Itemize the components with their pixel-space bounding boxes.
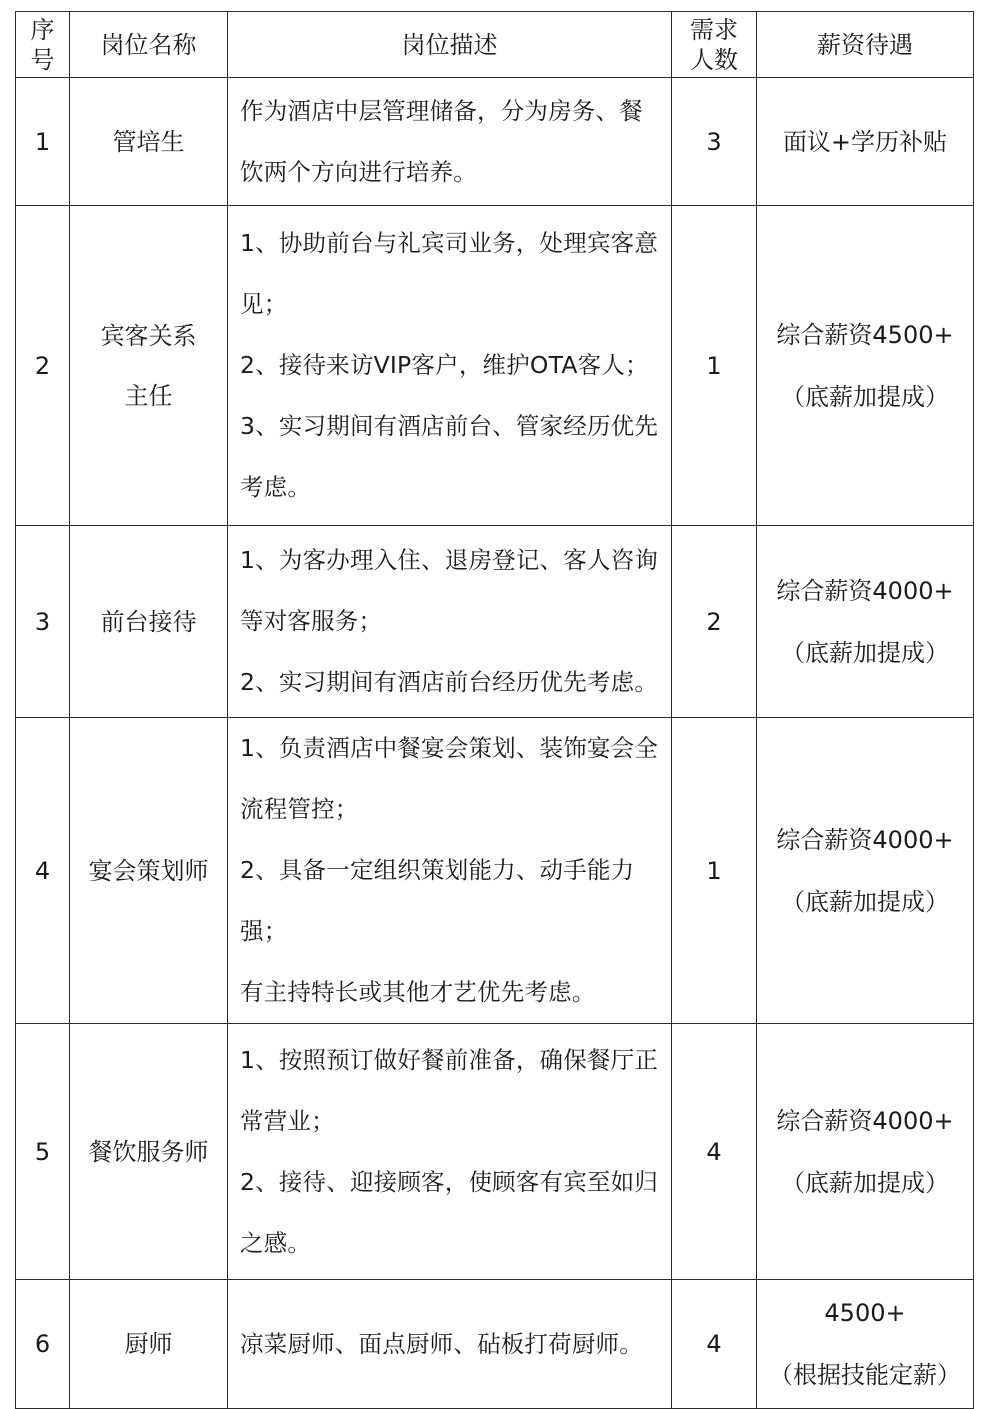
header-index: [16, 12, 70, 78]
table-row: [16, 206, 974, 526]
header-description: 岗位描述: [228, 12, 672, 78]
salary-line: 综合薪资4000+: [776, 1106, 954, 1135]
table-row: [16, 526, 974, 718]
cell-headcount: 2: [672, 526, 757, 718]
cell-position-name: [70, 718, 228, 1024]
description-line: 1、为客办理入住、退房登记、客人咨询: [240, 546, 659, 574]
header-count: [672, 12, 757, 78]
cell-headcount: 3: [672, 78, 757, 206]
position-name-line: 主任: [124, 381, 173, 410]
description-line: 2、接待来访VIP客户，维护OTA客人；: [240, 351, 649, 379]
header-index-line1: 序: [30, 15, 55, 44]
description-line: 等对客服务；: [240, 607, 383, 635]
position-name-line: 餐饮服务师: [88, 1137, 209, 1166]
position-name-line: 管培生: [112, 127, 185, 156]
header-count-line1: 需求: [690, 15, 738, 44]
salary-line: 综合薪资4000+: [776, 825, 954, 854]
cell-description: [228, 1024, 672, 1280]
cell-salary: [757, 206, 974, 526]
cell-position-name: [70, 206, 228, 526]
table-row: [16, 78, 974, 206]
salary-line: （底薪加提成）: [781, 1168, 949, 1197]
salary-line: （底薪加提成）: [781, 638, 949, 667]
description-line: 凉菜厨师、面点厨师、砧板打荷厨师。: [240, 1329, 643, 1358]
cell-salary: [757, 1024, 974, 1280]
position-name-line: 厨师: [124, 1330, 173, 1358]
salary-line: 综合薪资4000+: [776, 576, 954, 605]
salary-line: 面议+学历补贴: [782, 127, 948, 156]
cell-index: 6: [16, 1280, 70, 1409]
cell-description: [228, 1280, 672, 1409]
cell-salary: [757, 78, 974, 206]
salary-line: （根据技能定薪）: [769, 1361, 961, 1389]
cell-index: 4: [16, 718, 70, 1024]
salary-line: （底薪加提成）: [781, 887, 949, 916]
cell-description: [228, 718, 672, 1024]
position-name-line: 宴会策划师: [88, 856, 209, 885]
cell-index: 5: [16, 1024, 70, 1280]
description-line: 3、实习期间有酒店前台、管家经历优先: [240, 412, 659, 440]
cell-description: [228, 206, 672, 526]
position-name-line: 宾客关系: [100, 321, 197, 350]
cell-position-name: [70, 526, 228, 718]
description-line: 2、实习期间有酒店前台经历优先考虑。: [240, 668, 659, 696]
description-line: 考虑。: [240, 473, 312, 501]
table-header-row: [16, 12, 974, 78]
cell-index: 3: [16, 526, 70, 718]
description-line: 有主持特长或其他才艺优先考虑。: [240, 978, 596, 1006]
description-line: 1、按照预订做好餐前准备，确保餐厅正: [240, 1045, 659, 1074]
header-position: 岗位名称: [70, 12, 228, 78]
header-count-line2: 人数: [690, 45, 738, 74]
cell-salary: [757, 1280, 974, 1409]
cell-description: [228, 78, 672, 206]
cell-index: 2: [16, 206, 70, 526]
cell-salary: [757, 718, 974, 1024]
table-row: [16, 1280, 974, 1409]
cell-headcount: 4: [672, 1280, 757, 1409]
description-line: 饮两个方向进行培养。: [240, 157, 477, 186]
cell-position-name: [70, 78, 228, 206]
cell-position-name: [70, 1280, 228, 1409]
cell-description: [228, 526, 672, 718]
description-line: 见；: [240, 290, 288, 318]
job-positions-table: [15, 11, 974, 1409]
salary-line: 4500+: [824, 1299, 906, 1327]
cell-headcount: 4: [672, 1024, 757, 1280]
description-line: 流程管控；: [240, 795, 359, 823]
position-name-line: 前台接待: [100, 607, 197, 636]
description-line: 之感。: [240, 1228, 312, 1257]
cell-salary: [757, 526, 974, 718]
salary-line: 综合薪资4500+: [776, 320, 954, 349]
description-line: 2、具备一定组织策划能力、动手能力强；: [240, 856, 635, 945]
cell-headcount: 1: [672, 206, 757, 526]
header-index-line2: 号: [30, 45, 55, 74]
cell-headcount: 1: [672, 718, 757, 1024]
table-row: [16, 1024, 974, 1280]
salary-line: （底薪加提成）: [781, 382, 949, 411]
table-row: [16, 718, 974, 1024]
description-line: 作为酒店中层管理储备，分为房务、餐: [240, 96, 643, 125]
cell-position-name: [70, 1024, 228, 1280]
description-line: 1、协助前台与礼宾司业务，处理宾客意: [240, 229, 659, 257]
description-line: 1、负责酒店中餐宴会策划、装饰宴会全: [240, 734, 659, 762]
header-salary: 薪资待遇: [757, 12, 974, 78]
cell-index: 1: [16, 78, 70, 206]
description-line: 常营业；: [240, 1106, 335, 1135]
description-line: 2、接待、迎接顾客，使顾客有宾至如归: [240, 1167, 659, 1196]
